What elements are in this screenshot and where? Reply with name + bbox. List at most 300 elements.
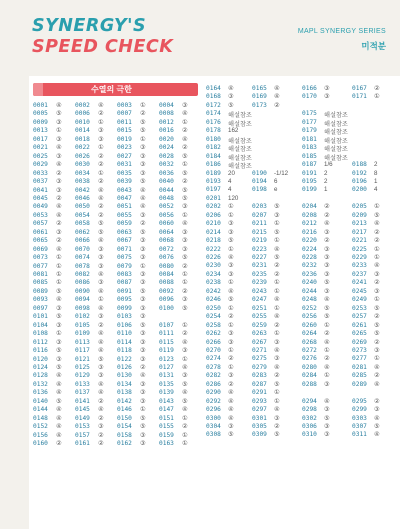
question-number: 0224 xyxy=(302,245,317,253)
question-number: 0304 xyxy=(206,423,221,430)
answer-row xyxy=(33,330,203,338)
question-number: 0145 xyxy=(75,406,90,414)
answer-value: ③ xyxy=(140,304,146,312)
question-number: 0213 xyxy=(352,220,367,228)
question-number: 0123 xyxy=(159,355,174,363)
answer-value: ③ xyxy=(324,270,330,278)
answer-value: 해설참조 xyxy=(228,112,252,120)
question-number: 0071 xyxy=(117,245,132,253)
answer-value: ⑤ xyxy=(274,203,280,211)
question-number: 0268 xyxy=(302,338,317,346)
answer-value: ② xyxy=(182,178,188,186)
answer-value: ③ xyxy=(140,271,146,278)
answer-row xyxy=(33,313,203,321)
question-number: 0212 xyxy=(302,220,317,228)
question-number: 0299 xyxy=(352,406,367,414)
answer-row xyxy=(206,203,398,211)
question-number: 0018 xyxy=(75,135,90,143)
answer-value: ④ xyxy=(324,220,330,228)
answer-row xyxy=(33,372,203,380)
answer-value: ③ xyxy=(140,330,146,338)
question-number: 0301 xyxy=(252,414,267,422)
answer-row xyxy=(33,296,203,304)
answer-value: 4 xyxy=(228,186,232,194)
answer-value: ③ xyxy=(324,262,330,270)
answer-value: 6 xyxy=(274,177,278,185)
question-number: 0182 xyxy=(206,144,221,152)
answer-value: ③ xyxy=(98,423,104,431)
answer-value: ① xyxy=(182,321,188,329)
answer-value: ② xyxy=(324,237,330,245)
question-number: 0173 xyxy=(252,101,267,109)
question-number: 0062 xyxy=(75,228,90,236)
question-number: 0297 xyxy=(252,406,267,414)
answer-row xyxy=(206,186,398,194)
answer-value: ② xyxy=(228,380,234,388)
answer-value: ⑤ xyxy=(324,279,330,287)
answer-row xyxy=(206,296,398,304)
answer-value: ⑤ xyxy=(56,110,62,118)
question-number: 0002 xyxy=(75,102,90,109)
answer-value: ⑤ xyxy=(374,330,380,338)
question-number: 0161 xyxy=(75,440,90,447)
answer-row xyxy=(33,170,203,178)
answer-value: ④ xyxy=(274,245,280,253)
question-number: 0192 xyxy=(352,169,367,177)
answer-row xyxy=(206,339,398,347)
question-number: 0271 xyxy=(252,346,267,354)
question-number: 0081 xyxy=(33,271,48,278)
question-number: 0006 xyxy=(75,110,90,118)
question-number: 0075 xyxy=(117,254,132,262)
answer-value: ① xyxy=(274,237,280,245)
answer-value: ⑤ xyxy=(140,321,146,329)
question-number: 0252 xyxy=(302,304,317,312)
answer-value: ① xyxy=(98,169,104,177)
question-number: 0098 xyxy=(75,304,90,312)
answer-value: ④ xyxy=(98,271,104,278)
answer-value: ⑤ xyxy=(274,380,280,388)
answer-value: ⑤ xyxy=(182,169,188,177)
question-number: 0265 xyxy=(352,330,367,338)
answer-value: ④ xyxy=(228,406,234,414)
question-number: 0114 xyxy=(117,338,132,346)
answer-value: ③ xyxy=(324,431,330,439)
question-number: 0194 xyxy=(252,177,267,185)
question-number: 0103 xyxy=(117,313,132,321)
answer-value: ④ xyxy=(274,296,280,304)
answer-value: ③ xyxy=(56,338,62,346)
question-number: 0172 xyxy=(206,101,221,109)
question-number: 0223 xyxy=(252,245,267,253)
answer-value: ③ xyxy=(98,254,104,262)
answer-row xyxy=(33,187,203,195)
question-number: 0188 xyxy=(352,161,367,169)
question-number: 0170 xyxy=(302,93,317,101)
question-number: 0039 xyxy=(117,178,132,186)
question-number: 0243 xyxy=(252,287,267,295)
answer-value: ① xyxy=(182,271,188,278)
answer-value: ⑤ xyxy=(374,211,380,219)
page-header xyxy=(0,0,400,72)
answer-value: ④ xyxy=(56,144,62,152)
question-number: 0091 xyxy=(117,287,132,295)
answer-value: ① xyxy=(182,118,188,126)
question-number: 0051 xyxy=(117,203,132,211)
question-number: 0016 xyxy=(159,127,174,135)
answer-value: ③ xyxy=(98,363,104,371)
answer-value: ② xyxy=(182,330,188,338)
question-number: 0049 xyxy=(33,203,48,211)
answer-value: ① xyxy=(228,363,234,371)
answer-value: ③ xyxy=(324,254,330,261)
question-number: 0012 xyxy=(159,118,174,126)
question-number: 0250 xyxy=(206,304,221,312)
answer-value: ⑤ xyxy=(182,152,188,160)
question-number: 0105 xyxy=(75,321,90,329)
answer-value: ③ xyxy=(228,423,234,430)
question-number: 0288 xyxy=(302,380,317,388)
question-number: 0008 xyxy=(159,110,174,118)
question-number: 0266 xyxy=(206,338,221,346)
question-number: 0279 xyxy=(252,363,267,371)
answer-value: ① xyxy=(228,279,234,287)
answer-value: ④ xyxy=(56,372,62,380)
answer-value: ④ xyxy=(374,431,380,439)
answer-value: ③ xyxy=(228,270,234,278)
question-number: 0295 xyxy=(352,397,367,405)
answer-row xyxy=(33,254,203,262)
answer-panel xyxy=(29,76,400,529)
answer-value: ③ xyxy=(324,406,330,414)
answer-value: ① xyxy=(228,203,234,211)
answer-value: 2 xyxy=(324,177,328,185)
answer-value: ② xyxy=(98,203,104,211)
answer-value: ④ xyxy=(374,220,380,228)
answer-value: ③ xyxy=(228,330,234,338)
question-number: 0046 xyxy=(75,194,90,202)
question-number: 0080 xyxy=(159,262,174,270)
question-number: 0280 xyxy=(302,363,317,371)
answer-value: 해설참조 xyxy=(228,120,252,128)
answer-value: ④ xyxy=(140,203,146,211)
question-number: 0133 xyxy=(75,380,90,388)
answer-value: 8 xyxy=(374,169,378,177)
answer-value: ② xyxy=(274,423,280,430)
answer-value: ⑤ xyxy=(228,237,234,245)
question-number: 0256 xyxy=(302,313,317,321)
answer-row xyxy=(206,170,398,178)
question-number: 0238 xyxy=(206,279,221,287)
answer-value: ⑤ xyxy=(182,254,188,262)
answer-value: ① xyxy=(98,118,104,126)
answer-value: ① xyxy=(274,279,280,287)
answer-value: ② xyxy=(324,330,330,338)
question-number: 0143 xyxy=(159,397,174,405)
question-number: 0293 xyxy=(252,397,267,405)
answer-row xyxy=(33,423,203,431)
answer-value: ③ xyxy=(140,152,146,160)
answer-value: ⑤ xyxy=(140,228,146,236)
answer-value: ④ xyxy=(182,338,188,346)
answer-value: ① xyxy=(228,245,234,253)
question-number: 0129 xyxy=(75,372,90,380)
answer-value: 1/6 xyxy=(324,161,333,169)
answer-value: ④ xyxy=(98,380,104,388)
answer-value: ② xyxy=(98,397,104,405)
answer-row xyxy=(206,153,398,161)
answer-value: ② xyxy=(274,321,280,329)
answer-value: ① xyxy=(274,330,280,338)
answer-value: 4 xyxy=(374,186,378,194)
answer-value: ③ xyxy=(182,102,188,109)
question-number: 0077 xyxy=(33,262,48,270)
answer-value: ① xyxy=(182,431,188,439)
question-number: 0115 xyxy=(159,338,174,346)
answer-value: ② xyxy=(228,313,234,321)
answer-value: ② xyxy=(56,169,62,177)
answer-value: ① xyxy=(140,262,146,270)
question-number: 0177 xyxy=(302,118,317,126)
question-number: 0121 xyxy=(75,355,90,363)
question-number: 0203 xyxy=(252,203,267,211)
question-number: 0028 xyxy=(159,152,174,160)
answer-value: ④ xyxy=(98,338,104,346)
answer-value: ① xyxy=(140,135,146,143)
question-number: 0166 xyxy=(302,85,317,92)
question-number: 0070 xyxy=(75,245,90,253)
answer-value: ② xyxy=(98,178,104,186)
question-number: 0190 xyxy=(252,169,267,177)
answer-row xyxy=(33,440,203,448)
answer-row xyxy=(206,322,398,330)
answer-row xyxy=(33,263,203,271)
question-number: 0262 xyxy=(206,330,221,338)
question-number: 0275 xyxy=(252,355,267,363)
answer-row xyxy=(33,432,203,440)
question-number: 0063 xyxy=(117,228,132,236)
question-number: 0284 xyxy=(302,372,317,380)
answer-value: ③ xyxy=(140,440,146,447)
answer-value: ⑤ xyxy=(56,363,62,371)
question-number: 0276 xyxy=(302,355,317,363)
answer-value: ② xyxy=(56,440,62,447)
question-number: 0132 xyxy=(33,380,48,388)
answer-value: 162 xyxy=(228,127,239,135)
question-number: 0116 xyxy=(33,347,48,355)
answer-value: ② xyxy=(374,372,380,380)
question-number: 0226 xyxy=(206,254,221,261)
question-number: 0101 xyxy=(33,313,48,321)
question-number: 0289 xyxy=(352,380,367,388)
answer-value: ⑤ xyxy=(374,321,380,329)
question-number: 0168 xyxy=(206,93,221,101)
question-number: 0056 xyxy=(159,211,174,219)
question-number: 0272 xyxy=(302,346,317,354)
answer-row xyxy=(206,347,398,355)
answer-value: ② xyxy=(182,144,188,152)
answer-row xyxy=(33,288,203,296)
question-number: 0175 xyxy=(302,110,317,118)
answer-value: ③ xyxy=(182,228,188,236)
series-label: MAPL SYNERGY SERIES xyxy=(297,28,386,35)
question-number: 0124 xyxy=(33,363,48,371)
answer-value: ③ xyxy=(140,338,146,346)
question-number: 0261 xyxy=(352,321,367,329)
answer-value: ④ xyxy=(182,220,188,228)
answer-row xyxy=(33,322,203,330)
answer-value: ② xyxy=(98,161,104,169)
answer-value: ③ xyxy=(182,245,188,253)
answer-value: ② xyxy=(274,262,280,270)
question-number: 0277 xyxy=(352,355,367,363)
answer-value: ③ xyxy=(56,135,62,143)
question-number: 0247 xyxy=(252,296,267,304)
question-number: 0041 xyxy=(33,186,48,194)
answer-row xyxy=(206,178,398,186)
answer-value: ② xyxy=(374,397,380,405)
question-number: 0149 xyxy=(75,414,90,422)
question-number: 0078 xyxy=(75,262,90,270)
question-number: 0122 xyxy=(117,355,132,363)
question-number: 0195 xyxy=(302,177,317,185)
answer-row xyxy=(33,237,203,245)
answer-row xyxy=(206,431,398,439)
question-number: 0270 xyxy=(206,346,221,354)
answer-row xyxy=(33,110,203,118)
answer-value: ③ xyxy=(98,313,104,321)
answer-value: e xyxy=(274,186,278,194)
answer-row xyxy=(206,279,398,287)
question-number: 0138 xyxy=(117,389,132,397)
question-number: 0011 xyxy=(117,118,132,126)
answer-value: ⑤ xyxy=(274,228,280,236)
answer-value: ③ xyxy=(140,389,146,397)
answer-value: ④ xyxy=(56,102,62,109)
answer-value: ③ xyxy=(98,279,104,287)
title-line-1: SYNERGY'S xyxy=(32,16,147,36)
answer-value: ③ xyxy=(182,237,188,245)
answer-value: ④ xyxy=(374,414,380,422)
question-number: 0229 xyxy=(352,254,367,261)
answer-value: ④ xyxy=(98,389,104,397)
question-number: 0263 xyxy=(252,330,267,338)
answer-value: ⑤ xyxy=(140,118,146,126)
question-number: 0069 xyxy=(33,245,48,253)
question-number: 0260 xyxy=(302,321,317,329)
answer-value: ① xyxy=(228,211,234,219)
answer-value: 1 xyxy=(374,177,378,185)
question-number: 0210 xyxy=(206,220,221,228)
answer-value: ④ xyxy=(182,135,188,143)
answer-value: ① xyxy=(274,287,280,295)
answer-value: 해설참조 xyxy=(228,146,252,154)
question-number: 0040 xyxy=(159,178,174,186)
answer-value: ② xyxy=(98,440,104,447)
question-number: 0264 xyxy=(302,330,317,338)
answer-value: ⑤ xyxy=(228,101,234,109)
question-number: 0287 xyxy=(252,380,267,388)
answer-value: ⑤ xyxy=(274,254,280,261)
answer-value: ③ xyxy=(228,93,234,101)
question-number: 0257 xyxy=(352,313,367,321)
answer-value: ② xyxy=(374,279,380,287)
answer-value: ④ xyxy=(56,406,62,414)
question-number: 0137 xyxy=(75,389,90,397)
question-number: 0099 xyxy=(117,304,132,312)
answer-row xyxy=(206,220,398,228)
answer-value: ④ xyxy=(182,406,188,414)
answer-value: ④ xyxy=(324,397,330,405)
answer-value: ② xyxy=(56,194,62,202)
answer-row xyxy=(33,220,203,228)
question-number: 0283 xyxy=(252,372,267,380)
answer-value: ⑤ xyxy=(374,304,380,312)
answer-value: ⑤ xyxy=(98,228,104,236)
question-number: 0311 xyxy=(352,431,367,439)
question-number: 0251 xyxy=(252,304,267,312)
question-number: 0273 xyxy=(352,346,367,354)
answer-value: ④ xyxy=(140,372,146,380)
question-number: 0193 xyxy=(206,177,221,185)
answer-value: ⑤ xyxy=(324,313,330,321)
answer-row xyxy=(206,313,398,321)
answer-value: ③ xyxy=(140,211,146,219)
question-number: 0185 xyxy=(302,152,317,160)
answer-value: ③ xyxy=(228,220,234,228)
question-number: 0147 xyxy=(159,406,174,414)
question-number: 0087 xyxy=(117,279,132,287)
answer-value: ③ xyxy=(56,152,62,160)
question-number: 0057 xyxy=(33,220,48,228)
question-number: 0217 xyxy=(352,228,367,236)
question-number: 0050 xyxy=(75,203,90,211)
answer-value: ③ xyxy=(182,372,188,380)
answer-value: ① xyxy=(98,144,104,152)
question-number: 0196 xyxy=(352,177,367,185)
question-number: 0236 xyxy=(302,270,317,278)
answer-value: ② xyxy=(140,363,146,371)
question-number: 0007 xyxy=(117,110,132,118)
answer-row xyxy=(206,85,398,93)
question-number: 0035 xyxy=(117,169,132,177)
answer-value: ⑤ xyxy=(140,178,146,186)
answer-value: ④ xyxy=(98,406,104,414)
question-number: 0220 xyxy=(302,237,317,245)
question-number: 0142 xyxy=(117,397,132,405)
question-number: 0197 xyxy=(206,186,221,194)
question-number: 0060 xyxy=(159,220,174,228)
question-number: 0254 xyxy=(206,313,221,321)
answer-row xyxy=(33,339,203,347)
answer-value: ① xyxy=(374,296,380,304)
question-number: 0068 xyxy=(159,237,174,245)
question-number: 0004 xyxy=(159,102,174,109)
question-number: 0180 xyxy=(206,135,221,143)
question-number: 0235 xyxy=(252,270,267,278)
answer-value: ⑤ xyxy=(98,355,104,363)
answer-value: ⑤ xyxy=(182,186,188,194)
question-number: 0054 xyxy=(75,211,90,219)
question-number: 0119 xyxy=(159,347,174,355)
question-number: 0120 xyxy=(33,355,48,363)
answer-value: ③ xyxy=(324,245,330,253)
question-number: 0198 xyxy=(252,186,267,194)
answer-value: 해설참조 xyxy=(324,129,348,137)
answer-row xyxy=(33,178,203,186)
answer-value: ③ xyxy=(228,228,234,236)
answer-value: 해설참조 xyxy=(324,120,348,128)
